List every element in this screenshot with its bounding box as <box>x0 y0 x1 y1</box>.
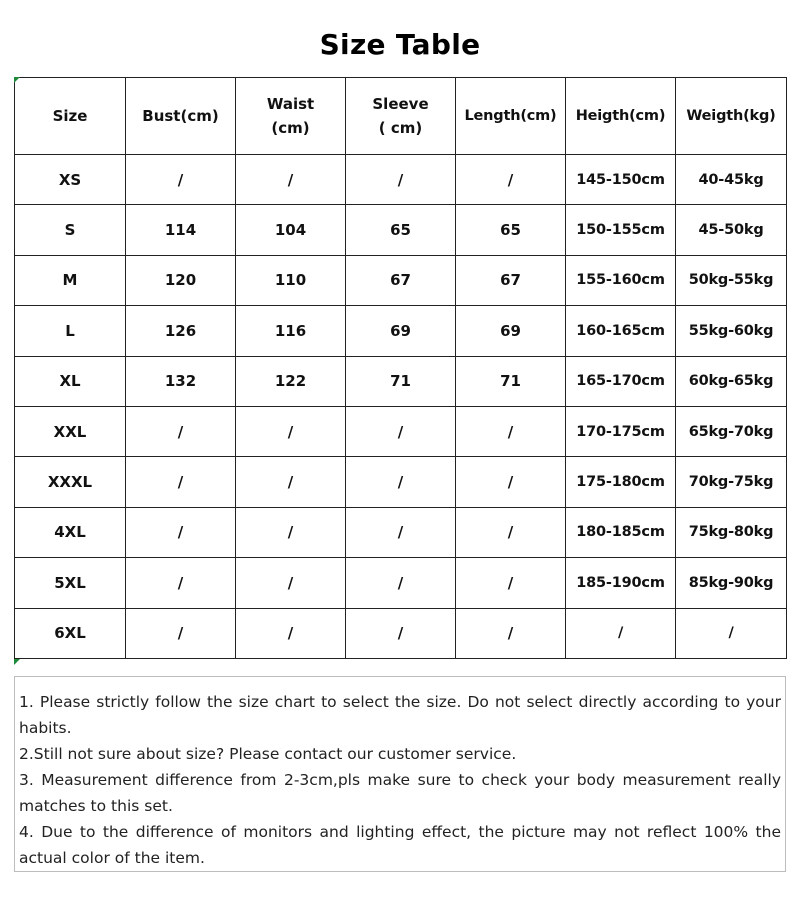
table-cell: 67 <box>456 255 566 305</box>
table-cell: 110 <box>236 255 346 305</box>
table-cell: 120 <box>126 255 236 305</box>
table-cell: 75kg-80kg <box>676 507 787 557</box>
table-cell: / <box>126 155 236 205</box>
table-row <box>15 306 787 356</box>
note-item: 4. Due to the difference of monitors and lighting effect, the picture may not reflect 100% the actual color of the item. <box>19 823 781 867</box>
header-height: Heigth(cm) <box>566 78 676 155</box>
table-cell: 6XL <box>15 608 126 658</box>
table-row <box>15 406 787 456</box>
table-cell: / <box>236 558 346 608</box>
table-row <box>15 507 787 557</box>
table-cell: 40-45kg <box>676 155 787 205</box>
table-cell: / <box>346 608 456 658</box>
note-item: 1. Please strictly follow the size chart to select the size. Do not select directly according to your habits. <box>19 693 781 737</box>
table-cell: 65kg-70kg <box>676 406 787 456</box>
notes-box <box>14 676 786 872</box>
table-cell: 69 <box>456 306 566 356</box>
table-cell: / <box>346 457 456 507</box>
table-cell: / <box>126 507 236 557</box>
table-cell: 170-175cm <box>566 406 676 456</box>
table-cell: 155-160cm <box>566 255 676 305</box>
table-cell: 5XL <box>15 558 126 608</box>
note-item: 3. Measurement difference from 2-3cm,pls make sure to check your body measurement really matches to this set. <box>19 771 781 815</box>
table-cell: / <box>346 406 456 456</box>
table-cell: 104 <box>236 205 346 255</box>
table-cell: / <box>676 608 787 658</box>
table-cell: / <box>456 558 566 608</box>
table-cell: 65 <box>456 205 566 255</box>
table-row <box>15 155 787 205</box>
table-cell: 55kg-60kg <box>676 306 787 356</box>
table-cell: 175-180cm <box>566 457 676 507</box>
table-cell: / <box>126 406 236 456</box>
table-cell: / <box>456 457 566 507</box>
table-cell: / <box>236 406 346 456</box>
table-cell: 160-165cm <box>566 306 676 356</box>
table-cell: 50kg-55kg <box>676 255 787 305</box>
table-cell: 145-150cm <box>566 155 676 205</box>
table-row <box>15 356 787 406</box>
header-size: Size <box>15 78 126 155</box>
table-row <box>15 558 787 608</box>
table-cell: 132 <box>126 356 236 406</box>
table-cell: 69 <box>346 306 456 356</box>
header-sleeve: Sleeve ( cm) <box>346 78 456 155</box>
table-cell: 116 <box>236 306 346 356</box>
table-cell: 4XL <box>15 507 126 557</box>
table-cell: / <box>456 507 566 557</box>
corner-mark-top <box>14 77 20 83</box>
page-title: Size Table <box>319 28 481 61</box>
table-cell: / <box>236 608 346 658</box>
table-cell: 60kg-65kg <box>676 356 787 406</box>
table-cell: 85kg-90kg <box>676 558 787 608</box>
table-cell: 70kg-75kg <box>676 457 787 507</box>
table-row <box>15 205 787 255</box>
table-cell: / <box>346 507 456 557</box>
header-weight: Weigth(kg) <box>676 78 787 155</box>
table-cell: / <box>456 608 566 658</box>
table-cell: / <box>236 457 346 507</box>
table-body <box>15 155 787 659</box>
table-cell: 71 <box>456 356 566 406</box>
table-cell: 180-185cm <box>566 507 676 557</box>
table-cell: / <box>566 608 676 658</box>
table-cell: / <box>456 155 566 205</box>
header-bust: Bust(cm) <box>126 78 236 155</box>
table-cell: L <box>15 306 126 356</box>
table-cell: / <box>236 155 346 205</box>
table-cell: XL <box>15 356 126 406</box>
table-cell: / <box>456 406 566 456</box>
table-cell: 122 <box>236 356 346 406</box>
table-cell: XS <box>15 155 126 205</box>
table-cell: / <box>126 558 236 608</box>
table-cell: 71 <box>346 356 456 406</box>
table-row <box>15 255 787 305</box>
table-cell: / <box>346 558 456 608</box>
table-row <box>15 608 787 658</box>
table-cell: 67 <box>346 255 456 305</box>
table-cell: XXL <box>15 406 126 456</box>
table-row <box>15 457 787 507</box>
table-cell: / <box>236 507 346 557</box>
header-length: Length(cm) <box>456 78 566 155</box>
table-cell: S <box>15 205 126 255</box>
table-cell: 126 <box>126 306 236 356</box>
table-cell: / <box>126 608 236 658</box>
note-item: 2.Still not sure about size? Please contact our customer service. <box>19 745 517 763</box>
table-cell: / <box>346 155 456 205</box>
size-table <box>14 77 787 659</box>
table-cell: XXXL <box>15 457 126 507</box>
table-cell: 65 <box>346 205 456 255</box>
table-cell: 45-50kg <box>676 205 787 255</box>
table-cell: 114 <box>126 205 236 255</box>
table-cell: 185-190cm <box>566 558 676 608</box>
header-waist: Waist (cm) <box>236 78 346 155</box>
table-cell: 165-170cm <box>566 356 676 406</box>
table-cell: M <box>15 255 126 305</box>
header-row <box>15 78 787 155</box>
corner-mark-bottom <box>14 659 20 665</box>
table-cell: 150-155cm <box>566 205 676 255</box>
table-cell: / <box>126 457 236 507</box>
